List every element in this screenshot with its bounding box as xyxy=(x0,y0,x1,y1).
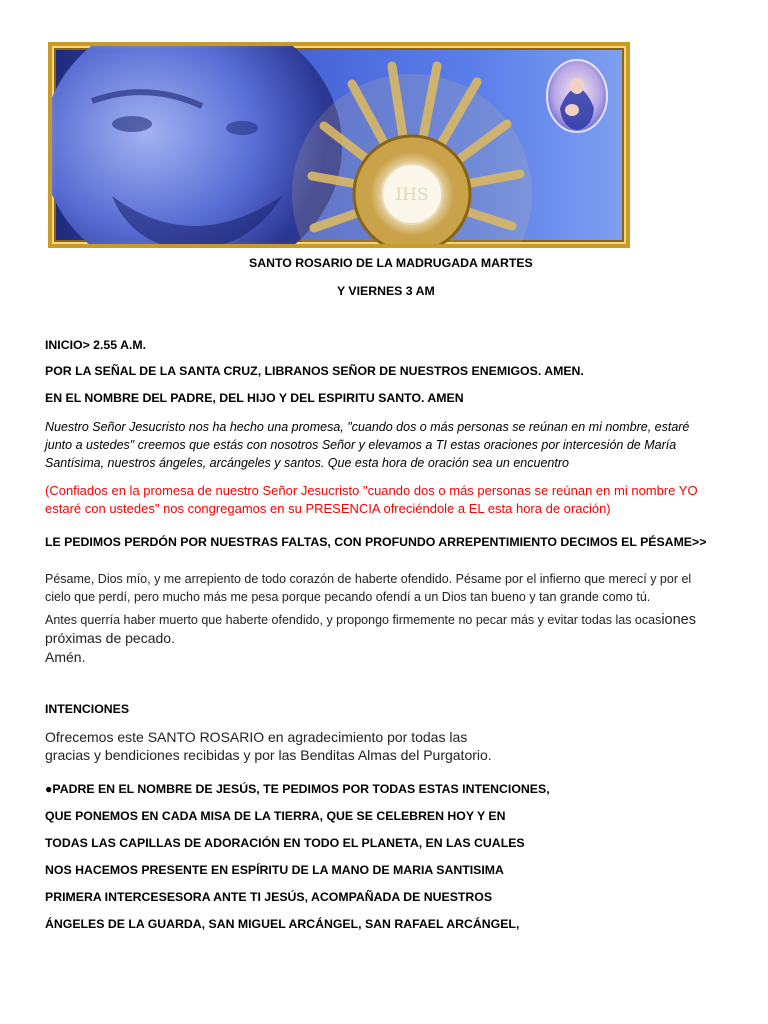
pedimos-perdon-line: LE PEDIMOS PERDÓN POR NUESTRAS FALTAS, CON PROFUNDO ARREPENTIMIENTO DECIMOS EL PÉSAME>> xyxy=(45,535,707,549)
promesa-line-3: Santísima, nuestros ángeles, arcángeles y santos. Que esta hora de oración sea un encuentro xyxy=(45,456,569,470)
header-banner-image xyxy=(48,42,630,248)
document-title-line1: SANTO ROSARIO DE LA MADRUGADA MARTES xyxy=(249,256,533,270)
senal-cruz-line: POR LA SEÑAL DE LA SANTA CRUZ, LIBRANOS SEÑOR DE NUESTROS ENEMIGOS. AMEN. xyxy=(45,364,584,378)
padre-intenciones-line-1: ●PADRE EN EL NOMBRE DE JESÚS, TE PEDIMOS POR TODAS ESTAS INTENCIONES, xyxy=(45,782,550,796)
promesa-line-2: junto a ustedes" creemos que estás con nosotros Señor y elevamos a TI estas oraciones por intercesión de María xyxy=(45,438,677,452)
nombre-padre-line: EN EL NOMBRE DEL PADRE, DEL HIJO Y DEL ESPIRITU SANTO. AMEN xyxy=(45,391,464,405)
promesa-line-1: Nuestro Señor Jesucristo nos ha hecho una promesa, "cuando dos o más personas se reúnan en mi nombre, estaré xyxy=(45,420,690,434)
document-title-line2: Y VIERNES 3 AM xyxy=(337,284,435,298)
padre-intenciones-line-3: TODAS LAS CAPILLAS DE ADORACIÓN EN TODO EL PLANETA, EN LAS CUALES xyxy=(45,836,525,850)
amen-line: Amén. xyxy=(45,649,86,665)
virgin-mary-medallion-icon xyxy=(547,60,607,132)
ofrecemos-line-1: Ofrecemos este SANTO ROSARIO en agradecimiento por todas las xyxy=(45,729,468,745)
monstrance-monogram: IHS xyxy=(395,185,429,205)
intenciones-heading: INTENCIONES xyxy=(45,702,130,716)
confiados-line-1: (Confiados en la promesa de nuestro Señor Jesucristo "cuando dos o más personas se reúnan en mi nombre YO xyxy=(45,483,698,498)
antes-querria-line xyxy=(45,611,696,630)
pesame-line-2: cielo que perdí, pero mucho más me pesa porque pecando ofendí a un Dios tan bueno y tan grande como tú. xyxy=(45,590,651,604)
padre-intenciones-line-2: QUE PONEMOS EN CADA MISA DE LA TIERRA, QUE SE CELEBREN HOY Y EN xyxy=(45,809,506,823)
proximas-line: próximas de pecado. xyxy=(45,630,175,646)
antes-querria-text: Antes querría haber muerto que haberte ofendido, y propongo firmemente no pecar más y evitar todas las ocas xyxy=(45,613,662,627)
ofrecemos-line-2: gracias y bendiciones recibidas y por las Benditas Almas del Purgatorio. xyxy=(45,747,492,763)
padre-intenciones-line-4: NOS HACEMOS PRESENTE EN ESPÍRITU DE LA MANO DE MARIA SANTISIMA xyxy=(45,863,504,877)
padre-intenciones-line-5: PRIMERA INTERCESESORA ANTE TI JESÚS, ACOMPAÑADA DE NUESTROS xyxy=(45,890,493,904)
padre-intenciones-line-6: ÁNGELES DE LA GUARDA, SAN MIGUEL ARCÁNGEL, SAN RAFAEL ARCÁNGEL, xyxy=(45,917,520,931)
confiados-line-2: estaré con ustedes" nos congregamos en su PRESENCIA ofreciéndole a EL esta hora de oración) xyxy=(45,501,611,516)
inicio-line: INICIO> 2.55 A.M. xyxy=(45,338,147,352)
banner-illustration xyxy=(52,46,626,244)
pesame-line-1: Pésame, Dios mío, y me arrepiento de todo corazón de haberte ofendido. Pésame por el infierno que merecí y por el xyxy=(45,572,692,586)
antes-querria-suffix: iones xyxy=(661,612,696,628)
